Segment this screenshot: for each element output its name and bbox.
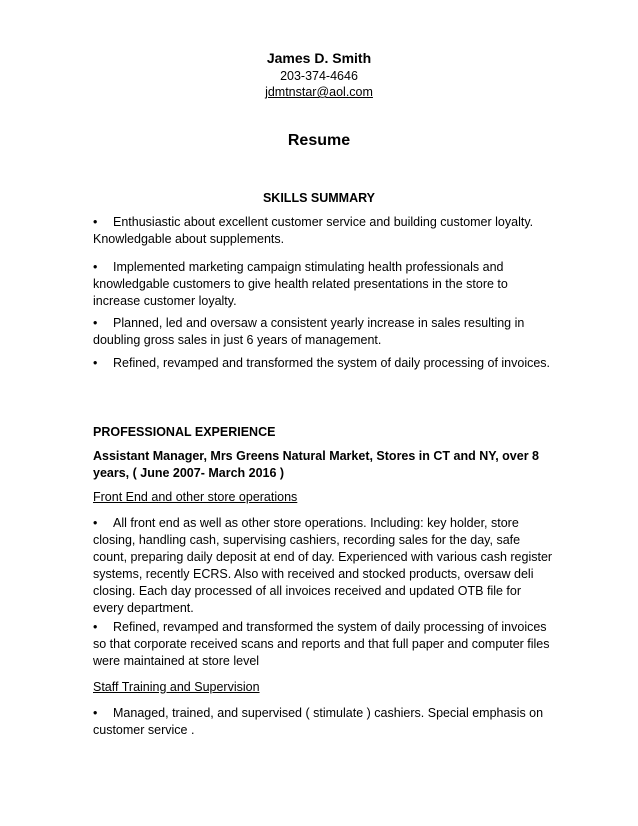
experience-bullet-3 [93,705,553,739]
skills-bullet-text: Refined, revamped and transformed the system of daily processing of invoices. [113,356,551,370]
subheading-text: Front End and other store operations [93,490,298,504]
bullet-icon: • [93,516,98,530]
bullet-icon: • [93,215,98,229]
skills-bullet-text: Implemented marketing campaign stimulating health professionals and knowledgable customers to give health related presentations in the store to increase customer loyalty. [93,260,508,308]
email-link[interactable]: jdmtnstar@aol.com [265,85,373,99]
skills-bullet-3 [93,315,553,349]
bullet-icon: • [93,260,98,274]
experience-heading: PROFESSIONAL EXPERIENCE [93,425,276,439]
bullet-icon: • [93,620,98,634]
skills-bullet-4 [93,355,553,372]
skills-bullet-1 [93,214,553,248]
experience-bullet-2 [93,619,553,670]
experience-bullet-1 [93,515,553,617]
section-subheading-staff-training [93,679,553,696]
skills-summary-heading: SKILLS SUMMARY [262,191,376,205]
bullet-icon: • [93,706,98,720]
experience-bullet-text: Managed, trained, and supervised ( stimulate ) cashiers. Special emphasis on customer service . [93,706,544,737]
skills-bullet-2 [93,259,553,310]
section-subheading-front-end [93,489,553,506]
bullet-icon: • [93,356,98,370]
applicant-name: James D. Smith [266,50,372,66]
job-title: Assistant Manager, Mrs Greens Natural Market, Stores in CT and NY, over 8 years, ( June 2007- March 2016 ) [93,449,539,480]
subheading-text: Staff Training and Supervision [93,680,260,694]
bullet-icon: • [93,316,98,330]
skills-bullet-text: Planned, led and oversaw a consistent yearly increase in sales resulting in doubling gross sales in just 6 years of management. [93,316,525,347]
phone-number: 203-374-4646 [280,69,358,83]
document-title: Resume [287,132,351,149]
skills-bullet-text: Enthusiastic about excellent customer service and building customer loyalty. Knowledgable about supplements. [93,215,534,246]
experience-bullet-text: All front end as well as other store operations. Including: key holder, store closing, handling cash, supervising cashiers, recording sales for the day, safe count, preparing daily deposit at end of day. Experienced with various cash register systems, recently ECRS. Also with received and stocked products, oversaw deli closing. Each day processed of all invoices received and updated OTB file for every department. [93,516,553,615]
experience-bullet-text: Refined, revamped and transformed the system of daily processing of invoices so that corporate received scans and reports and that full paper and computer files were maintained at store level [93,620,550,668]
